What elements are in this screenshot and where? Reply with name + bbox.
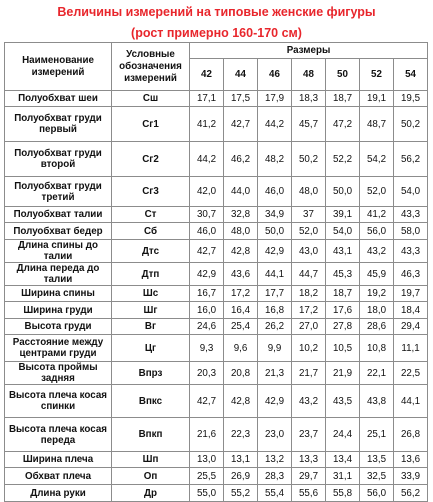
measurement-value: 44,2: [190, 142, 224, 177]
measurement-value: 13,1: [224, 452, 258, 468]
measurement-value: 17,2: [224, 286, 258, 302]
measurement-name: Высота плеча косая спинки: [5, 385, 112, 418]
measurement-name: Ширина спины: [5, 286, 112, 302]
measurement-value: 42,8: [224, 240, 258, 263]
measurement-value: 24,4: [326, 418, 360, 452]
measurement-value: 16,0: [190, 302, 224, 319]
measurement-code: Шс: [112, 286, 190, 302]
measurement-name: Длина переда до талии: [5, 263, 112, 286]
measurement-value: 18,4: [394, 302, 428, 319]
table-row: [5, 286, 428, 302]
measurement-value: 50,0: [326, 177, 360, 207]
measurement-value: 18,3: [292, 91, 326, 107]
measurement-value: 54,0: [394, 177, 428, 207]
measurement-code: Дтп: [112, 263, 190, 286]
size-header: 44: [224, 59, 258, 91]
measurement-value: 48,0: [292, 177, 326, 207]
measurement-value: 44,7: [292, 263, 326, 286]
measurement-value: 26,8: [394, 418, 428, 452]
measurement-value: 43,2: [292, 385, 326, 418]
table-row: [5, 468, 428, 485]
measurement-value: 43,2: [360, 240, 394, 263]
measurement-code: Дтс: [112, 240, 190, 263]
measurement-value: 19,7: [394, 286, 428, 302]
measurement-value: 44,0: [224, 177, 258, 207]
measurement-value: 48,2: [258, 142, 292, 177]
measurement-value: 17,7: [258, 286, 292, 302]
measurement-value: 42,9: [258, 385, 292, 418]
measurement-value: 52,2: [326, 142, 360, 177]
measurement-value: 13,2: [258, 452, 292, 468]
header-sizes: Размеры: [190, 43, 428, 59]
measurement-value: 47,2: [326, 107, 360, 142]
measurement-value: 11,1: [394, 335, 428, 362]
measurement-value: 43,0: [292, 240, 326, 263]
measurement-value: 43,5: [326, 385, 360, 418]
measurement-value: 52,0: [292, 223, 326, 240]
table-row: [5, 452, 428, 468]
measurement-value: 17,6: [326, 302, 360, 319]
table-row: [5, 335, 428, 362]
measurement-name: Обхват плеча: [5, 468, 112, 485]
measurement-value: 18,7: [326, 91, 360, 107]
measurement-value: 43,6: [224, 263, 258, 286]
measurement-value: 10,8: [360, 335, 394, 362]
table-row: [5, 418, 428, 452]
measurement-value: 32,8: [224, 207, 258, 223]
page-subtitle: (рост примерно 160-170 см): [131, 26, 302, 40]
measurement-value: 18,2: [292, 286, 326, 302]
measurement-value: 16,4: [224, 302, 258, 319]
size-header: 46: [258, 59, 292, 91]
measurement-value: 45,9: [360, 263, 394, 286]
measurement-value: 34,9: [258, 207, 292, 223]
measurement-value: 13,3: [292, 452, 326, 468]
measurement-code: Др: [112, 485, 190, 502]
table-row: [5, 485, 428, 502]
measurement-value: 13,0: [190, 452, 224, 468]
table-row: [5, 362, 428, 385]
measurement-value: 46,0: [190, 223, 224, 240]
measurement-value: 28,3: [258, 468, 292, 485]
table-row: [5, 240, 428, 263]
measurement-value: 24,6: [190, 319, 224, 335]
measurement-value: 19,2: [360, 286, 394, 302]
measurement-value: 50,0: [258, 223, 292, 240]
measurement-value: 22,3: [224, 418, 258, 452]
measurement-value: 44,1: [394, 385, 428, 418]
page-title: Величины измерений на типовые женские фигуры: [57, 5, 376, 19]
measurement-value: 50,2: [292, 142, 326, 177]
measurement-value: 42,7: [224, 107, 258, 142]
measurement-value: 9,3: [190, 335, 224, 362]
measurement-value: 17,1: [190, 91, 224, 107]
measurement-name: Высота проймы задняя: [5, 362, 112, 385]
table-row: [5, 385, 428, 418]
measurement-name: Полуобхват шеи: [5, 91, 112, 107]
measurement-value: 9,6: [224, 335, 258, 362]
measurement-value: 25,5: [190, 468, 224, 485]
measurement-value: 48,7: [360, 107, 394, 142]
measurement-value: 9,9: [258, 335, 292, 362]
measurement-value: 42,9: [190, 263, 224, 286]
measurement-value: 17,9: [258, 91, 292, 107]
measurement-value: 39,1: [326, 207, 360, 223]
measurement-value: 21,9: [326, 362, 360, 385]
measurement-value: 48,0: [224, 223, 258, 240]
measurement-code: Ст: [112, 207, 190, 223]
measurement-value: 22,1: [360, 362, 394, 385]
measurement-value: 37: [292, 207, 326, 223]
measurement-value: 55,6: [292, 485, 326, 502]
measurement-value: 13,5: [360, 452, 394, 468]
table-row: [5, 207, 428, 223]
measurement-value: 56,0: [360, 485, 394, 502]
measurement-code: Сш: [112, 91, 190, 107]
measurement-value: 26,9: [224, 468, 258, 485]
size-header: 50: [326, 59, 360, 91]
measurement-value: 44,1: [258, 263, 292, 286]
measurement-value: 30,7: [190, 207, 224, 223]
measurement-value: 10,2: [292, 335, 326, 362]
measurement-value: 21,7: [292, 362, 326, 385]
measurement-value: 23,0: [258, 418, 292, 452]
table-row: [5, 319, 428, 335]
measurement-value: 46,2: [224, 142, 258, 177]
measurement-value: 20,3: [190, 362, 224, 385]
measurement-name: Высота плеча косая переда: [5, 418, 112, 452]
measurements-table: [4, 42, 428, 502]
measurement-value: 45,3: [326, 263, 360, 286]
table-row: [5, 107, 428, 142]
measurement-code: Вг: [112, 319, 190, 335]
measurement-value: 29,4: [394, 319, 428, 335]
table-row: [5, 263, 428, 286]
measurement-value: 25,4: [224, 319, 258, 335]
measurement-value: 58,0: [394, 223, 428, 240]
measurement-code: Впкп: [112, 418, 190, 452]
measurement-code: Оп: [112, 468, 190, 485]
measurement-code: Впкс: [112, 385, 190, 418]
measurement-value: 28,6: [360, 319, 394, 335]
measurement-value: 41,2: [360, 207, 394, 223]
measurement-name: Длина руки: [5, 485, 112, 502]
measurement-value: 46,0: [258, 177, 292, 207]
measurement-value: 23,7: [292, 418, 326, 452]
table-row: [5, 142, 428, 177]
measurement-value: 27,0: [292, 319, 326, 335]
measurement-value: 55,0: [190, 485, 224, 502]
measurement-value: 20,8: [224, 362, 258, 385]
measurement-code: Цг: [112, 335, 190, 362]
measurement-value: 27,8: [326, 319, 360, 335]
measurement-value: 31,1: [326, 468, 360, 485]
measurement-value: 46,3: [394, 263, 428, 286]
measurement-value: 50,2: [394, 107, 428, 142]
measurement-value: 17,2: [292, 302, 326, 319]
measurement-name: Высота груди: [5, 319, 112, 335]
measurement-value: 13,6: [394, 452, 428, 468]
measurement-value: 33,9: [394, 468, 428, 485]
measurement-name: Ширина плеча: [5, 452, 112, 468]
measurement-value: 42,7: [190, 240, 224, 263]
measurement-value: 55,4: [258, 485, 292, 502]
measurement-value: 43,8: [360, 385, 394, 418]
measurement-value: 16,7: [190, 286, 224, 302]
measurement-value: 25,1: [360, 418, 394, 452]
measurement-code: Сг1: [112, 107, 190, 142]
measurement-value: 13,4: [326, 452, 360, 468]
table-row: [5, 91, 428, 107]
measurement-value: 54,0: [326, 223, 360, 240]
measurement-value: 45,7: [292, 107, 326, 142]
measurement-value: 56,2: [394, 142, 428, 177]
header-code: Условные обозначения измерений: [112, 43, 190, 91]
measurement-name: Расстояние между центрами груди: [5, 335, 112, 362]
measurement-value: 21,6: [190, 418, 224, 452]
measurement-value: 19,1: [360, 91, 394, 107]
measurement-value: 56,2: [394, 485, 428, 502]
measurement-value: 43,1: [326, 240, 360, 263]
measurement-value: 54,2: [360, 142, 394, 177]
measurement-code: Впрз: [112, 362, 190, 385]
measurement-value: 55,2: [224, 485, 258, 502]
measurement-name: Полуобхват бедер: [5, 223, 112, 240]
measurement-value: 56,0: [360, 223, 394, 240]
measurement-value: 43,3: [394, 207, 428, 223]
measurement-name: Полуобхват талии: [5, 207, 112, 223]
header-name: Наименование измерений: [5, 43, 112, 91]
measurement-value: 41,2: [190, 107, 224, 142]
measurement-value: 17,5: [224, 91, 258, 107]
measurement-value: 42,7: [190, 385, 224, 418]
measurement-value: 19,5: [394, 91, 428, 107]
table-row: [5, 223, 428, 240]
measurement-value: 52,0: [360, 177, 394, 207]
table-row: [5, 177, 428, 207]
measurement-name: Полуобхват груди третий: [5, 177, 112, 207]
measurement-code: Шп: [112, 452, 190, 468]
size-header: 52: [360, 59, 394, 91]
measurement-name: Полуобхват груди первый: [5, 107, 112, 142]
measurement-value: 43,3: [394, 240, 428, 263]
size-header: 48: [292, 59, 326, 91]
measurement-name: Полуобхват груди второй: [5, 142, 112, 177]
measurement-value: 42,9: [258, 240, 292, 263]
measurement-value: 29,7: [292, 468, 326, 485]
size-header: 42: [190, 59, 224, 91]
table-row: [5, 302, 428, 319]
measurement-value: 42,0: [190, 177, 224, 207]
measurement-value: 18,0: [360, 302, 394, 319]
measurement-value: 16,8: [258, 302, 292, 319]
measurement-value: 22,5: [394, 362, 428, 385]
measurement-value: 10,5: [326, 335, 360, 362]
measurement-value: 32,5: [360, 468, 394, 485]
measurement-value: 21,3: [258, 362, 292, 385]
measurement-code: Сг3: [112, 177, 190, 207]
measurement-value: 55,8: [326, 485, 360, 502]
measurement-name: Длина спины до талии: [5, 240, 112, 263]
size-header: 54: [394, 59, 428, 91]
measurement-code: Сг2: [112, 142, 190, 177]
measurement-value: 26,2: [258, 319, 292, 335]
measurement-code: Шг: [112, 302, 190, 319]
measurement-value: 18,7: [326, 286, 360, 302]
measurement-code: Сб: [112, 223, 190, 240]
measurement-value: 42,8: [224, 385, 258, 418]
measurement-name: Ширина груди: [5, 302, 112, 319]
measurement-value: 44,2: [258, 107, 292, 142]
